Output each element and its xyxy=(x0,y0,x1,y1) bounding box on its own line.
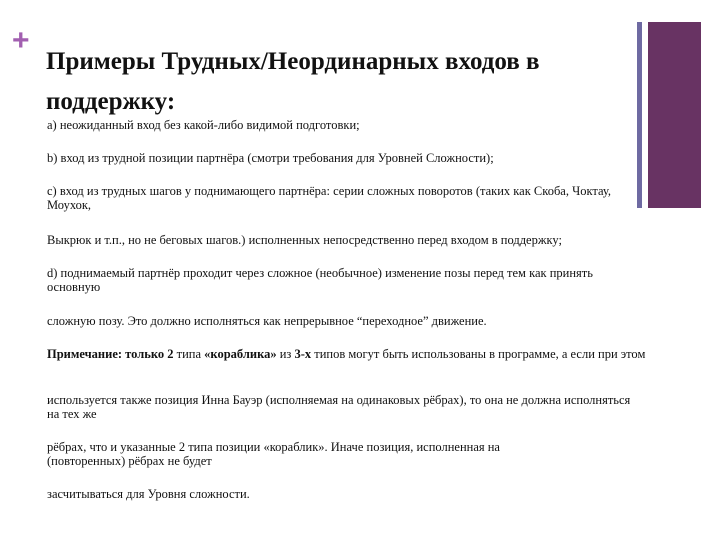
paragraph-d: d) поднимаемый партнёр проходит через сложное (необычное) изменение позы перед тем как принять основную xyxy=(47,266,593,294)
paragraph-d-cont: сложную позу. Это должно исполняться как непрерывное “переходное” движение. xyxy=(47,314,487,328)
paragraph-c: c) вход из трудных шагов у поднимающего партнёра: серии сложных поворотов (таких как Скоба, Чоктау, Моухок, xyxy=(47,184,612,212)
plus-icon: + xyxy=(12,24,30,57)
note-text: типа xyxy=(173,347,205,361)
decorative-bar-wide xyxy=(648,22,701,208)
note-text: : только xyxy=(117,347,168,361)
paragraph-b: b) вход из трудной позиции партнёра (смотри требования для Уровней Сложности); xyxy=(47,151,494,165)
paragraph-a: а) неожиданный вход без какой-либо видимой подготовки; xyxy=(47,118,360,132)
note-paragraph xyxy=(47,347,647,361)
note-label: Примечание xyxy=(47,347,118,361)
note-paragraph-4: засчитываться для Уровня сложности. xyxy=(47,487,250,501)
slide-title: Примеры Трудных/Неординарных входов в поддержку: xyxy=(46,48,540,115)
note-paragraph-3: рёбрах, что и указанные 2 типа позиции «кораблик». Иначе позиция, исполненная на (повторенных) рёбрах не будет xyxy=(47,440,500,468)
note-bold: «кораблика» xyxy=(204,347,277,361)
decorative-bar-thin xyxy=(637,22,642,208)
paragraph-c-cont: Выкрюк и т.п., но не беговых шагов.) исполненных непосредственно перед входом в поддержку; xyxy=(47,233,562,247)
note-text: типов могут быть использованы в программе, а если при этом xyxy=(311,347,646,361)
note-paragraph-2: используется также позиция Инна Бауэр (исполняемая на одинаковых рёбрах), то она не должна исполняться на тех же xyxy=(47,393,631,421)
note-text: из xyxy=(276,347,295,361)
note-bold: 2 xyxy=(167,347,174,361)
note-bold: 3-х xyxy=(294,347,312,361)
